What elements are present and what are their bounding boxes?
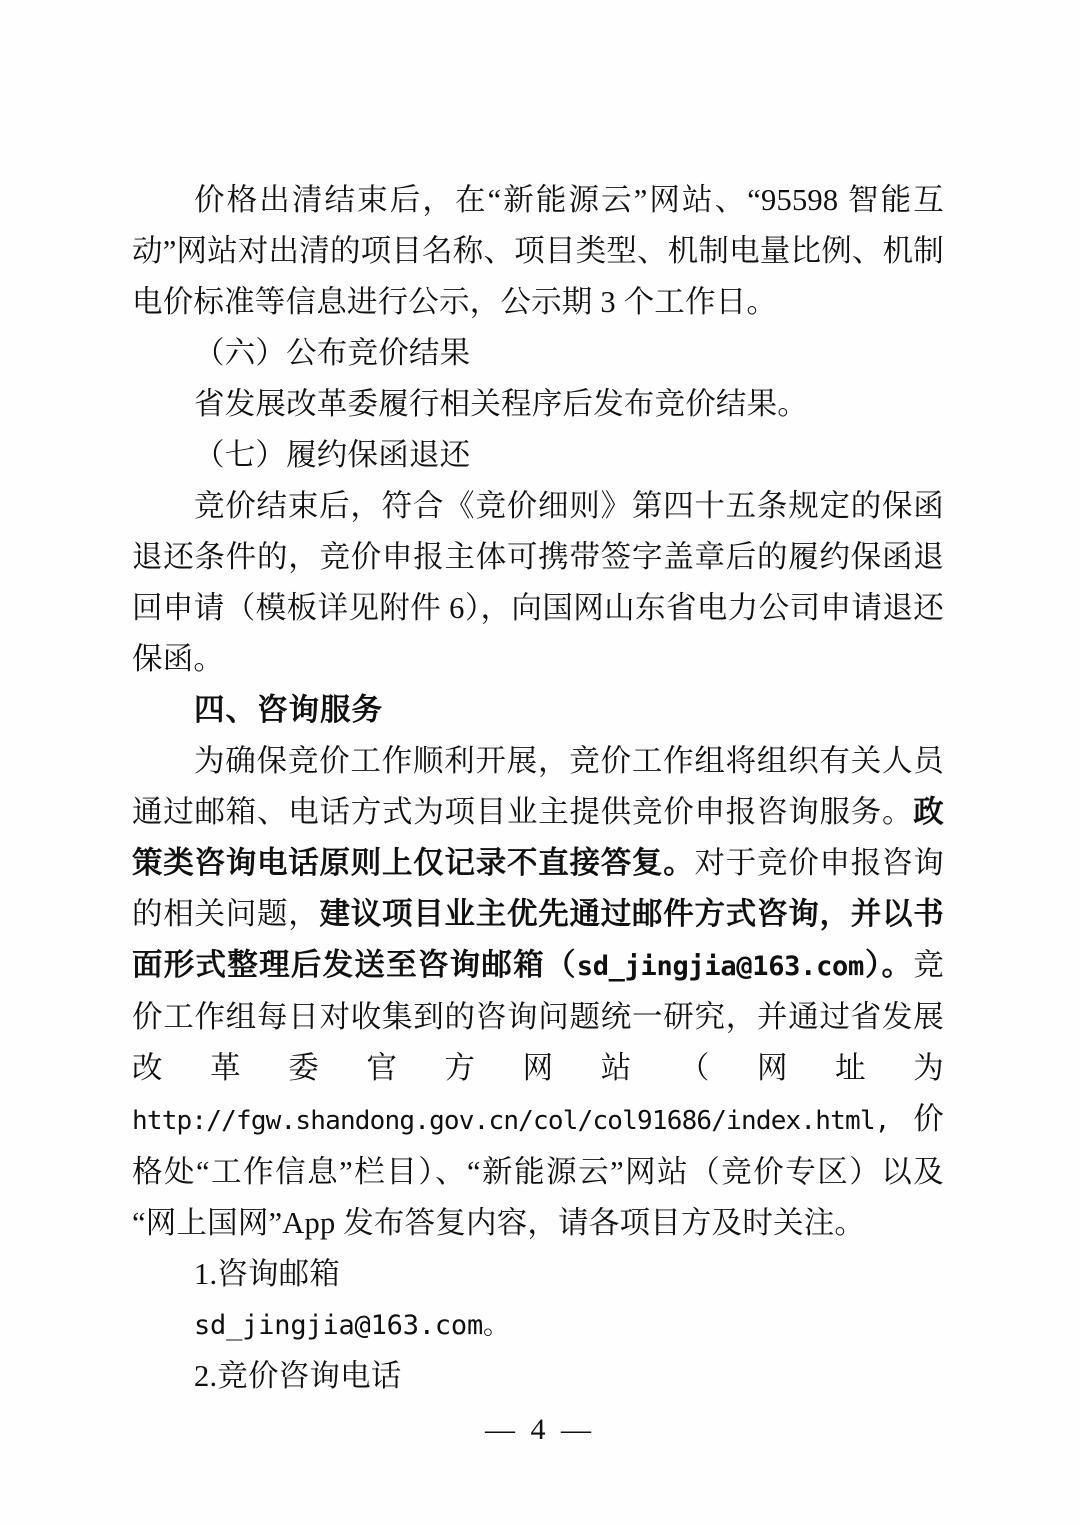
heading-seven-guarantee-refund: （七）履约保函退还: [194, 438, 471, 472]
consult-website-url: http://fgw.shandong.gov.cn/col/col91686/index.html,: [132, 1106, 890, 1136]
consult-seg-policy-phone-note: 政策类咨询电话原则上仅记录不直接答复。: [132, 795, 944, 880]
heading-six-announce-result: （六）公布竞价结果: [194, 336, 471, 370]
item-consulting-email-value: sd_jingjia@163.com。: [194, 1310, 510, 1341]
consult-seg-intro: 为确保竞价工作顺利开展，竞价工作组将组织有关人员通过邮箱、电话方式为项目业主提供竞价申报咨询服务。: [132, 744, 944, 829]
consult-seg-email-advice: 建议项目业主优先通过邮件方式咨询，并以书面形式整理后发送至咨询邮箱（: [132, 897, 944, 982]
para-announce-result: 省发展改革委履行相关程序后发布竞价结果。: [194, 387, 808, 421]
document-body: [132, 175, 944, 1402]
para-consulting-service: [132, 736, 944, 1249]
consult-email-address: sd_jingjia@163.com: [576, 951, 864, 982]
item-consulting-email-title: 1.咨询邮箱: [194, 1257, 341, 1291]
consult-seg-daily-study: 竞价工作组每日对收集到的咨询问题统一研究，并通过省发展改革委官方网站（网址为: [132, 948, 944, 1085]
heading-four-consulting-service: 四、咨询服务: [194, 693, 383, 727]
page-number: — 4 —: [485, 1413, 595, 1446]
consult-seg-close-paren: ）。: [863, 948, 914, 982]
para-publicity: 价格出清结束后，在“新能源云”网站、“95598 智能互动”网站对出清的项目名称、项目类型、机制电量比例、机制电价标准等信息进行公示，公示期 3 个工作日。: [132, 183, 944, 319]
consult-seg-channels: 价格处“工作信息”栏目）、“新能源云”网站（竞价专区）以及“网上国网”App 发布答复内容，请各项目方及时关注。: [132, 1102, 944, 1240]
para-guarantee-refund: 竞价结束后，符合《竞价细则》第四十五条规定的保函退还条件的，竞价申报主体可携带签字盖章后的履约保函退回申请（模板详见附件 6），向国网山东省电力公司申请退还保函。: [132, 489, 944, 676]
consult-seg-questions: 对于竞价申报咨询的相关问题，: [132, 846, 944, 931]
item-consulting-phone-title: 2.竞价咨询电话: [194, 1359, 402, 1393]
